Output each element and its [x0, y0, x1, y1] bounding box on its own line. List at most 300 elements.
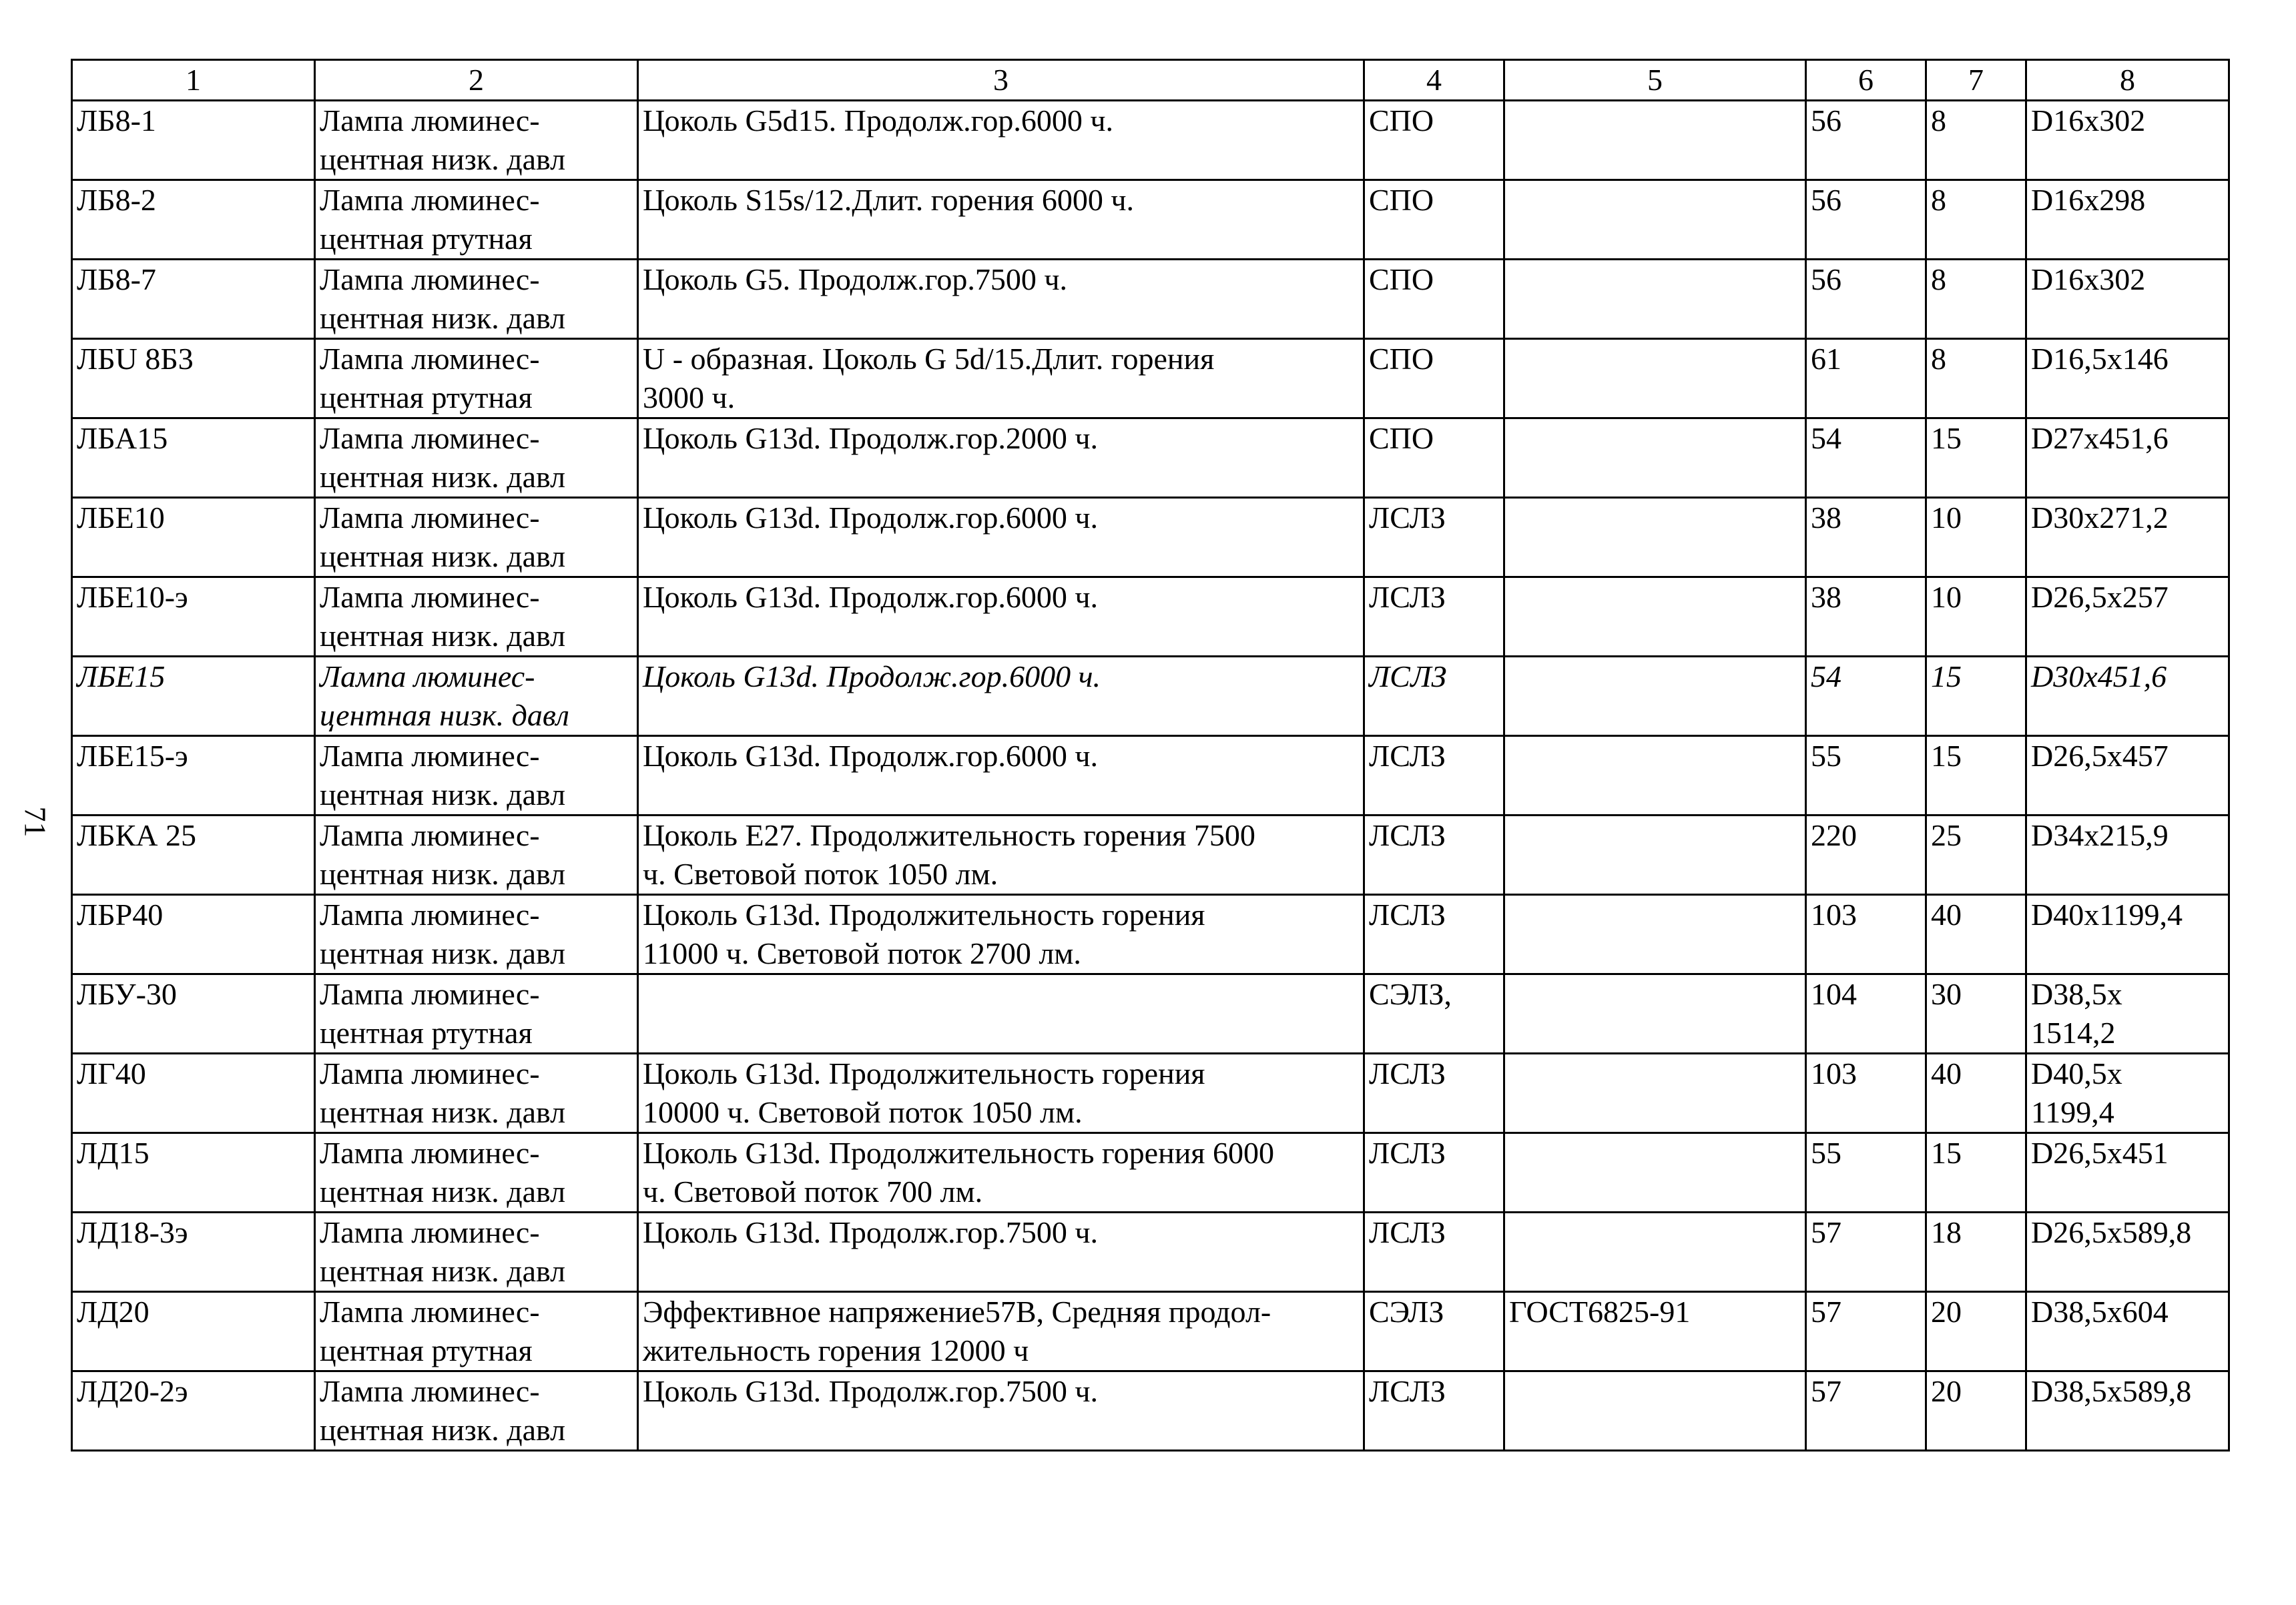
cell-code-text: ЛБЕ10-э	[77, 580, 188, 614]
cell-code-text: ЛД15	[77, 1136, 150, 1170]
cell-name-text: центная низк. давл	[320, 936, 566, 970]
cell-description-text: Цоколь G13d. Продолж.гор.6000 ч.	[643, 501, 1098, 535]
cell-standard	[1504, 1054, 1806, 1133]
cell-name-text: Лампа люминес-	[320, 818, 540, 852]
cell-name-text: центная ртутная	[320, 1333, 533, 1367]
cell-col6-text: 61	[1811, 342, 1841, 376]
cell-name-text: центная низк. давл	[320, 777, 566, 812]
cell-manufacturer-text: ЛСЛЗ	[1369, 818, 1446, 852]
cell-manufacturer-text: ЛСЛЗ	[1369, 580, 1446, 614]
cell-name-text: центная ртутная	[320, 1016, 533, 1050]
cell-name-text: Лампа люминес-	[320, 580, 540, 614]
table-row	[72, 577, 2229, 657]
cell-name-text: Лампа люминес-	[320, 1136, 540, 1170]
cell-name-text: Лампа люминес-	[320, 342, 540, 376]
cell-description-text: 10000 ч. Световой поток 1050 лм.	[643, 1095, 1083, 1129]
cell-col7-text: 8	[1931, 342, 1946, 376]
cell-dimensions-text: D30x271,2	[2031, 501, 2169, 535]
cell-name-text: Лампа люминес-	[320, 1295, 540, 1329]
cell-manufacturer-text: СПО	[1369, 103, 1434, 137]
cell-standard	[1504, 418, 1806, 498]
cell-col7	[1926, 180, 2026, 260]
cell-name	[315, 816, 638, 895]
column-header: 4	[1364, 60, 1504, 101]
cell-dimensions-text: D16x298	[2031, 183, 2146, 217]
cell-col6-text: 38	[1811, 501, 1841, 535]
cell-manufacturer	[1364, 1292, 1504, 1371]
table-row	[72, 657, 2229, 736]
cell-col7	[1926, 1292, 2026, 1371]
cell-name-text: центная ртутная	[320, 380, 533, 414]
cell-description	[638, 498, 1364, 577]
cell-code	[72, 498, 315, 577]
cell-dimensions-text: D40x1199,4	[2031, 898, 2183, 932]
cell-code-text: ЛБУ-30	[77, 977, 177, 1011]
cell-name	[315, 895, 638, 974]
cell-col7-text: 18	[1931, 1215, 1962, 1249]
cell-col6	[1806, 101, 1926, 180]
cell-name	[315, 1133, 638, 1213]
cell-dimensions-text: 1514,2	[2031, 1016, 2116, 1050]
cell-col6	[1806, 1054, 1926, 1133]
cell-standard	[1504, 736, 1806, 816]
table-row	[72, 1054, 2229, 1133]
cell-name-text: центная низк. давл	[320, 142, 566, 176]
cell-code-text: ЛД20-2э	[77, 1374, 188, 1408]
cell-col6	[1806, 895, 1926, 974]
cell-description	[638, 1213, 1364, 1292]
cell-dimensions	[2026, 1292, 2229, 1371]
column-header: 3	[638, 60, 1364, 101]
cell-col7	[1926, 339, 2026, 418]
cell-dimensions	[2026, 1213, 2229, 1292]
cell-manufacturer	[1364, 895, 1504, 974]
cell-name	[315, 260, 638, 339]
cell-description	[638, 1054, 1364, 1133]
cell-name-text: центная низк. давл	[320, 1175, 566, 1209]
cell-description-text: 3000 ч.	[643, 380, 736, 414]
cell-name-text: Лампа люминес-	[320, 1056, 540, 1090]
cell-col7-text: 20	[1931, 1295, 1962, 1329]
cell-dimensions-text: D26,5x589,8	[2031, 1215, 2192, 1249]
cell-code	[72, 974, 315, 1054]
cell-col7	[1926, 1213, 2026, 1292]
cell-description	[638, 339, 1364, 418]
table-row	[72, 418, 2229, 498]
cell-manufacturer	[1364, 260, 1504, 339]
cell-manufacturer	[1364, 657, 1504, 736]
cell-col7-text: 20	[1931, 1374, 1962, 1408]
cell-col7	[1926, 736, 2026, 816]
column-header: 5	[1504, 60, 1806, 101]
cell-manufacturer	[1364, 1371, 1504, 1451]
cell-manufacturer-text: ЛСЛЗ	[1369, 739, 1446, 773]
table-row	[72, 1213, 2229, 1292]
cell-manufacturer	[1364, 418, 1504, 498]
cell-col6-text: 104	[1811, 977, 1857, 1011]
cell-col7	[1926, 260, 2026, 339]
table-row	[72, 101, 2229, 180]
header-row	[72, 60, 2229, 101]
cell-manufacturer	[1364, 1054, 1504, 1133]
cell-manufacturer	[1364, 1133, 1504, 1213]
table-row	[72, 498, 2229, 577]
cell-standard	[1504, 657, 1806, 736]
cell-col7-text: 8	[1931, 262, 1946, 296]
cell-name	[315, 101, 638, 180]
cell-standard	[1504, 577, 1806, 657]
cell-dimensions	[2026, 974, 2229, 1054]
cell-name-text: Лампа люминес-	[320, 501, 540, 535]
cell-description-text: ч. Световой поток 1050 лм.	[643, 857, 998, 891]
cell-col7	[1926, 657, 2026, 736]
cell-col7-text: 15	[1931, 421, 1962, 455]
cell-description	[638, 1133, 1364, 1213]
table-row	[72, 339, 2229, 418]
cell-manufacturer	[1364, 974, 1504, 1054]
page-number: 71	[18, 806, 53, 838]
cell-col6	[1806, 816, 1926, 895]
cell-code-text: ЛБЕ15	[77, 659, 166, 693]
cell-manufacturer-text: ЛСЛЗ	[1369, 501, 1446, 535]
cell-name	[315, 577, 638, 657]
cell-manufacturer	[1364, 577, 1504, 657]
cell-name	[315, 736, 638, 816]
cell-name-text: центная низк. давл	[320, 301, 566, 335]
cell-dimensions	[2026, 577, 2229, 657]
cell-col6	[1806, 260, 1926, 339]
cell-col6	[1806, 180, 1926, 260]
cell-dimensions-text: D30x451,6	[2031, 659, 2167, 693]
cell-name	[315, 1292, 638, 1371]
cell-standard	[1504, 1133, 1806, 1213]
cell-description-text: Цоколь G13d. Продолжительность горения	[643, 1056, 1205, 1090]
cell-manufacturer	[1364, 736, 1504, 816]
cell-standard	[1504, 1213, 1806, 1292]
cell-description-text: Цоколь G13d. Продолж.гор.2000 ч.	[643, 421, 1098, 455]
cell-manufacturer	[1364, 498, 1504, 577]
cell-description-text: Эффективное напряжение57В, Средняя продол-	[643, 1295, 1271, 1329]
cell-description-text: Цоколь G13d. Продолж.гор.7500 ч.	[643, 1374, 1098, 1408]
cell-col6-text: 54	[1811, 421, 1841, 455]
column-header: 7	[1926, 60, 2026, 101]
cell-col7	[1926, 1133, 2026, 1213]
column-header: 8	[2026, 60, 2229, 101]
cell-description-text: ч. Световой поток 700 лм.	[643, 1175, 983, 1209]
cell-code	[72, 1133, 315, 1213]
column-header: 1	[72, 60, 315, 101]
cell-name-text: Лампа люминес-	[320, 421, 540, 455]
cell-col7	[1926, 1054, 2026, 1133]
cell-description	[638, 974, 1364, 1054]
cell-col6	[1806, 1213, 1926, 1292]
cell-manufacturer-text: СЭЛЗ	[1369, 1295, 1444, 1329]
cell-col7-text: 8	[1931, 103, 1946, 137]
cell-manufacturer	[1364, 1213, 1504, 1292]
cell-dimensions-text: D26,5x457	[2031, 739, 2169, 773]
cell-name-text: центная низк. давл	[320, 460, 566, 494]
cell-name-text: центная низк. давл	[320, 1095, 566, 1129]
cell-dimensions-text: D27x451,6	[2031, 421, 2169, 455]
cell-dimensions-text: D16x302	[2031, 262, 2146, 296]
cell-name-text: Лампа люминес-	[320, 898, 540, 932]
table-row	[72, 180, 2229, 260]
cell-standard	[1504, 339, 1806, 418]
cell-description-text: Цоколь G5. Продолж.гор.7500 ч.	[643, 262, 1067, 296]
cell-dimensions-text: D40,5x	[2031, 1056, 2122, 1090]
cell-code	[72, 1371, 315, 1451]
cell-col7	[1926, 418, 2026, 498]
cell-code-text: ЛД20	[77, 1295, 150, 1329]
cell-name-text: Лампа люминес-	[320, 183, 540, 217]
cell-standard	[1504, 895, 1806, 974]
cell-code	[72, 260, 315, 339]
cell-name-text: Лампа люминес-	[320, 1215, 540, 1249]
cell-col6	[1806, 974, 1926, 1054]
table-row	[72, 895, 2229, 974]
cell-name-text: центная низк. давл	[320, 1254, 566, 1288]
cell-col7	[1926, 1371, 2026, 1451]
cell-col6	[1806, 577, 1926, 657]
cell-col6	[1806, 339, 1926, 418]
cell-description	[638, 180, 1364, 260]
cell-name-text: центная низк. давл	[320, 619, 566, 653]
cell-name-text: центная низк. давл	[320, 698, 569, 732]
cell-col6-text: 56	[1811, 183, 1841, 217]
cell-col7-text: 15	[1931, 1136, 1962, 1170]
cell-code	[72, 736, 315, 816]
cell-code-text: ЛБU 8Б3	[77, 342, 194, 376]
cell-description	[638, 1292, 1364, 1371]
cell-code	[72, 816, 315, 895]
table-row	[72, 1371, 2229, 1451]
cell-code	[72, 101, 315, 180]
cell-dimensions-text: D38,5x589,8	[2031, 1374, 2192, 1408]
lamp-table	[71, 59, 2230, 1452]
cell-col7-text: 40	[1931, 1056, 1962, 1090]
cell-dimensions	[2026, 418, 2229, 498]
cell-name-text: Лампа люминес-	[320, 262, 540, 296]
cell-col6-text: 57	[1811, 1215, 1841, 1249]
cell-code-text: ЛБЕ10	[77, 501, 165, 535]
cell-col6-text: 55	[1811, 1136, 1841, 1170]
cell-code-text: ЛБКА 25	[77, 818, 197, 852]
cell-code	[72, 180, 315, 260]
cell-description	[638, 1371, 1364, 1451]
table-row	[72, 974, 2229, 1054]
cell-dimensions-text: D16x302	[2031, 103, 2146, 137]
cell-dimensions	[2026, 895, 2229, 974]
cell-standard	[1504, 1371, 1806, 1451]
cell-description	[638, 816, 1364, 895]
cell-description-text: Цоколь G13d. Продолж.гор.7500 ч.	[643, 1215, 1098, 1249]
cell-dimensions	[2026, 736, 2229, 816]
cell-standard	[1504, 180, 1806, 260]
cell-name-text: Лампа люминес-	[320, 103, 540, 137]
cell-dimensions	[2026, 101, 2229, 180]
cell-dimensions	[2026, 1054, 2229, 1133]
cell-dimensions	[2026, 339, 2229, 418]
cell-name	[315, 180, 638, 260]
cell-description	[638, 260, 1364, 339]
cell-code	[72, 1292, 315, 1371]
cell-col7-text: 40	[1931, 898, 1962, 932]
cell-col7	[1926, 816, 2026, 895]
cell-dimensions	[2026, 816, 2229, 895]
cell-dimensions-text: D16,5x146	[2031, 342, 2169, 376]
cell-name	[315, 418, 638, 498]
cell-dimensions	[2026, 260, 2229, 339]
cell-name-text: Лампа люминес-	[320, 659, 535, 693]
cell-standard	[1504, 1292, 1806, 1371]
cell-manufacturer-text: ЛСЛЗ	[1369, 1374, 1446, 1408]
cell-name	[315, 1054, 638, 1133]
cell-description	[638, 418, 1364, 498]
cell-dimensions-text: D26,5x451	[2031, 1136, 2169, 1170]
cell-name	[315, 1371, 638, 1451]
cell-description-text: Цоколь G5d15. Продолж.гор.6000 ч.	[643, 103, 1113, 137]
cell-name	[315, 657, 638, 736]
cell-code-text: ЛБЕ15-э	[77, 739, 188, 773]
cell-col6-text: 56	[1811, 103, 1841, 137]
cell-col7	[1926, 974, 2026, 1054]
cell-name-text: Лампа люминес-	[320, 1374, 540, 1408]
cell-code-text: ЛБ8-7	[77, 262, 156, 296]
cell-manufacturer	[1364, 339, 1504, 418]
cell-name-text: Лампа люминес-	[320, 739, 540, 773]
cell-standard	[1504, 816, 1806, 895]
cell-manufacturer-text: ЛСЛЗ	[1369, 1215, 1446, 1249]
cell-standard	[1504, 101, 1806, 180]
table-row	[72, 736, 2229, 816]
cell-manufacturer-text: ЛСЛЗ	[1369, 1136, 1446, 1170]
cell-code	[72, 895, 315, 974]
cell-col6	[1806, 1133, 1926, 1213]
cell-col7-text: 15	[1931, 659, 1962, 693]
cell-description	[638, 577, 1364, 657]
cell-description-text: Цоколь G13d. Продолжительность горения	[643, 898, 1205, 932]
cell-name	[315, 498, 638, 577]
cell-col6	[1806, 418, 1926, 498]
cell-dimensions-text: 1199,4	[2031, 1095, 2114, 1129]
cell-dimensions-text: D38,5x	[2031, 977, 2122, 1011]
cell-description-text: Цоколь G13d. Продолж.гор.6000 ч.	[643, 739, 1098, 773]
cell-manufacturer-text: СПО	[1369, 262, 1434, 296]
cell-name-text: центная низк. давл	[320, 539, 566, 573]
cell-manufacturer	[1364, 101, 1504, 180]
cell-code-text: ЛБ8-2	[77, 183, 156, 217]
cell-description-text: Цоколь G13d. Продолж.гор.6000 ч.	[643, 580, 1098, 614]
cell-name	[315, 339, 638, 418]
cell-code-text: ЛБА15	[77, 421, 168, 455]
cell-dimensions-text: D26,5x257	[2031, 580, 2169, 614]
cell-dimensions	[2026, 657, 2229, 736]
cell-code	[72, 418, 315, 498]
cell-manufacturer-text: СЭЛЗ,	[1369, 977, 1452, 1011]
cell-description-text: 11000 ч. Световой поток 2700 лм.	[643, 936, 1081, 970]
cell-code	[72, 577, 315, 657]
table-row	[72, 1292, 2229, 1371]
cell-col7	[1926, 577, 2026, 657]
cell-dimensions-text: D34x215,9	[2031, 818, 2169, 852]
cell-manufacturer-text: СПО	[1369, 183, 1434, 217]
cell-manufacturer-text: СПО	[1369, 421, 1434, 455]
cell-col6-text: 220	[1811, 818, 1857, 852]
cell-manufacturer-text: ЛСЛЗ	[1369, 659, 1447, 693]
cell-dimensions	[2026, 1133, 2229, 1213]
column-header: 6	[1806, 60, 1926, 101]
cell-col7-text: 10	[1931, 501, 1962, 535]
cell-description	[638, 895, 1364, 974]
table-row	[72, 1133, 2229, 1213]
cell-col6-text: 57	[1811, 1374, 1841, 1408]
cell-code	[72, 657, 315, 736]
cell-manufacturer	[1364, 180, 1504, 260]
cell-code	[72, 339, 315, 418]
cell-name-text: центная низк. давл	[320, 1413, 566, 1447]
cell-dimensions-text: D38,5x604	[2031, 1295, 2169, 1329]
cell-standard	[1504, 974, 1806, 1054]
cell-standard	[1504, 498, 1806, 577]
cell-code	[72, 1213, 315, 1292]
cell-standard	[1504, 260, 1806, 339]
cell-col6-text: 103	[1811, 1056, 1857, 1090]
cell-description	[638, 736, 1364, 816]
cell-col7-text: 30	[1931, 977, 1962, 1011]
table-row	[72, 816, 2229, 895]
cell-description-text: жительность горения 12000 ч	[643, 1333, 1029, 1367]
cell-col6	[1806, 1292, 1926, 1371]
cell-col7-text: 15	[1931, 739, 1962, 773]
cell-description	[638, 657, 1364, 736]
cell-dimensions	[2026, 498, 2229, 577]
cell-description-text: Цоколь Е27. Продолжительность горения 7500	[643, 818, 1255, 852]
cell-name-text: центная ртутная	[320, 222, 533, 256]
cell-col6	[1806, 657, 1926, 736]
cell-description-text: U - образная. Цоколь G 5d/15.Длит. горения	[643, 342, 1215, 376]
cell-name-text: Лампа люминес-	[320, 977, 540, 1011]
cell-col6	[1806, 498, 1926, 577]
cell-code-text: ЛБ8-1	[77, 103, 156, 137]
cell-col7	[1926, 895, 2026, 974]
cell-dimensions	[2026, 1371, 2229, 1451]
cell-manufacturer-text: ЛСЛЗ	[1369, 1056, 1446, 1090]
cell-name-text: центная низк. давл	[320, 857, 566, 891]
cell-manufacturer	[1364, 816, 1504, 895]
cell-description-text: Цоколь S15s/12.Длит. горения 6000 ч.	[643, 183, 1134, 217]
cell-code-text: ЛГ40	[77, 1056, 146, 1090]
cell-code-text: ЛБР40	[77, 898, 164, 932]
cell-manufacturer-text: СПО	[1369, 342, 1434, 376]
cell-code	[72, 1054, 315, 1133]
cell-dimensions	[2026, 180, 2229, 260]
cell-manufacturer-text: ЛСЛЗ	[1369, 898, 1446, 932]
cell-description	[638, 101, 1364, 180]
cell-code-text: ЛД18-3э	[77, 1215, 188, 1249]
cell-name	[315, 1213, 638, 1292]
cell-col6-text: 57	[1811, 1295, 1841, 1329]
cell-name	[315, 974, 638, 1054]
cell-standard-text: ГОСТ6825-91	[1509, 1295, 1691, 1329]
cell-col6-text: 54	[1811, 659, 1841, 693]
cell-col7	[1926, 101, 2026, 180]
cell-col7-text: 25	[1931, 818, 1962, 852]
cell-col6	[1806, 1371, 1926, 1451]
cell-col7	[1926, 498, 2026, 577]
table-row	[72, 260, 2229, 339]
cell-col6-text: 55	[1811, 739, 1841, 773]
cell-col6-text: 38	[1811, 580, 1841, 614]
